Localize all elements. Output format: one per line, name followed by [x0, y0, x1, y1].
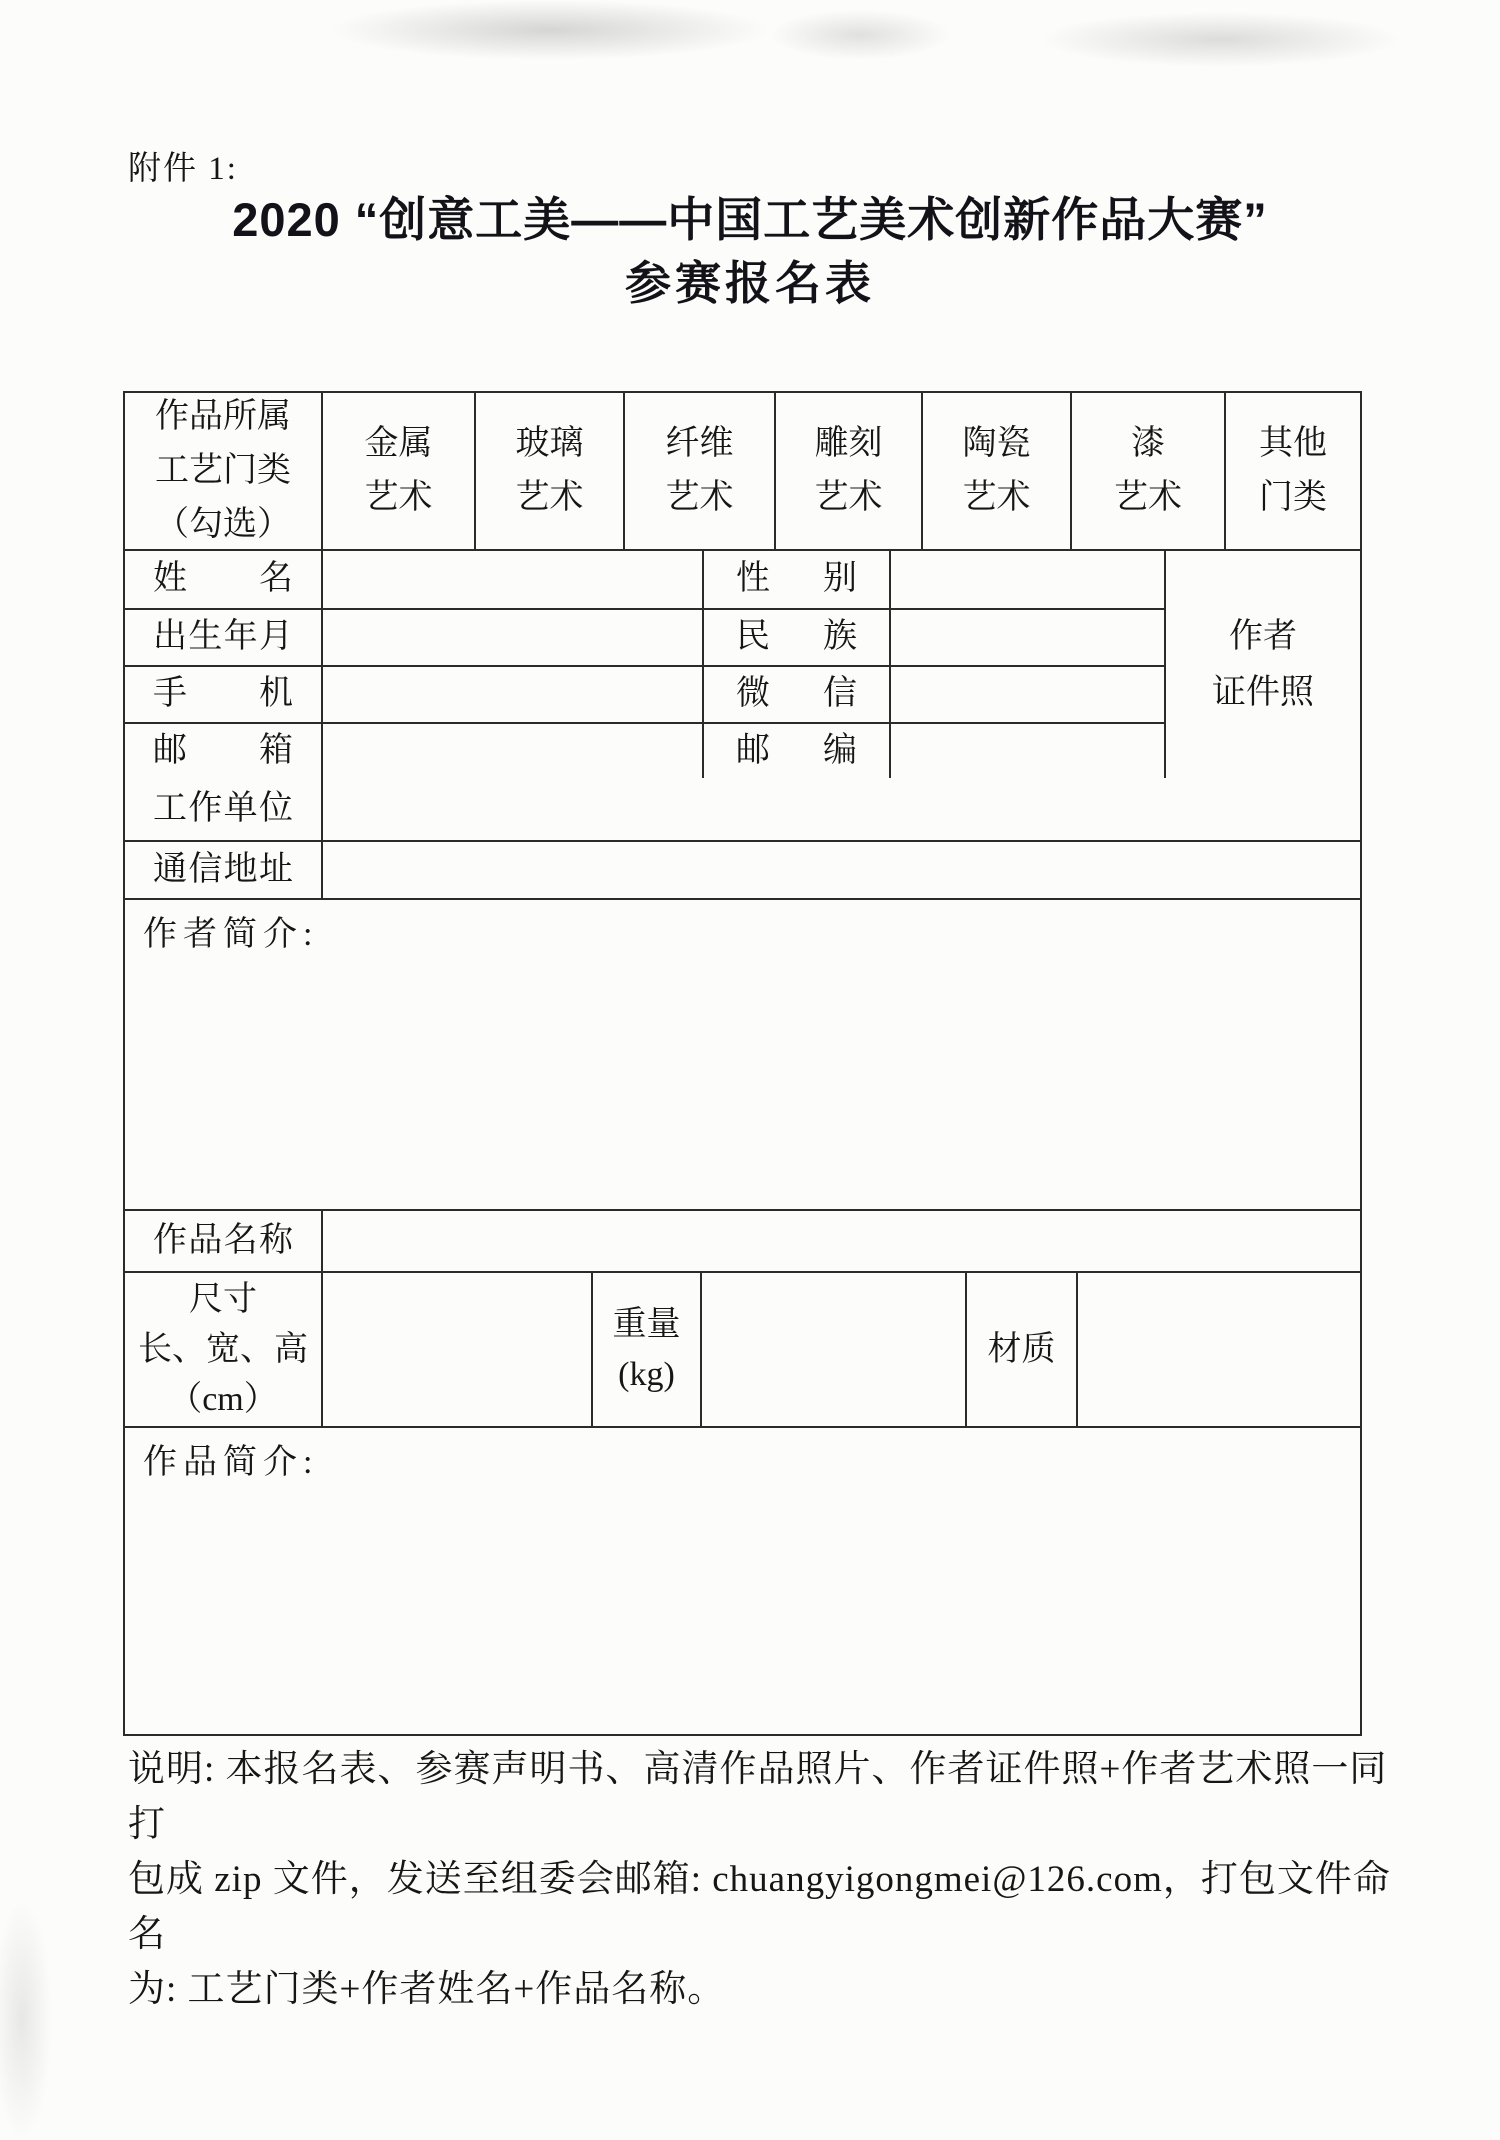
name-field[interactable]	[321, 551, 702, 608]
dimensions-field[interactable]	[321, 1273, 591, 1426]
title-line-1: 2020 “创意工美——中国工艺美术创新作品大赛”	[232, 193, 1268, 246]
gender-label: 性别	[702, 551, 889, 608]
attachment-label: 附件 1:	[128, 151, 238, 187]
table-row-birth-ethnicity	[125, 608, 1164, 665]
category-label-line1: 作品所属	[155, 398, 291, 435]
personal-info-rows	[125, 551, 1164, 778]
table-row-dimensions	[125, 1271, 1360, 1426]
table-row-name-gender	[125, 551, 1164, 608]
author-id-photo-box[interactable]	[1164, 551, 1360, 778]
category-header-label	[125, 393, 321, 549]
weight-label-line1: 重量	[612, 1305, 681, 1343]
material-label: 材质	[965, 1273, 1076, 1426]
email-field[interactable]	[321, 724, 702, 778]
wechat-field[interactable]	[889, 667, 1164, 722]
photo-box-line1: 作者	[1229, 617, 1297, 655]
author-bio-area[interactable]	[125, 898, 1360, 1209]
mobile-label: 手机	[153, 675, 293, 713]
work-title-label: 作品名称	[153, 1221, 293, 1259]
table-row-email-postcode	[125, 722, 1164, 778]
dimensions-label	[125, 1273, 321, 1426]
address-label: 通信地址	[153, 850, 293, 888]
scan-artifact-smudge	[330, 0, 770, 60]
category-option-ceramic-art[interactable]: 陶瓷 艺术	[921, 393, 1070, 549]
weight-label-line2: (kg)	[618, 1355, 675, 1393]
birth-date-label: 出生年月	[153, 618, 293, 656]
gender-field[interactable]	[889, 551, 1164, 608]
employer-label: 工作单位	[153, 789, 293, 827]
email-label: 邮箱	[153, 731, 293, 769]
table-row-address	[125, 840, 1360, 898]
category-option-glass-art[interactable]: 玻璃 艺术	[474, 393, 623, 549]
photo-box-line2: 证件照	[1212, 673, 1314, 711]
postcode-field[interactable]	[889, 724, 1164, 778]
submission-instructions	[128, 1742, 1398, 2017]
dimensions-label-line2: 长、宽、高	[138, 1330, 308, 1368]
weight-label	[591, 1273, 700, 1426]
work-title-field[interactable]	[321, 1211, 1360, 1271]
title-line-2: 参赛报名表	[625, 257, 875, 309]
document-title	[0, 190, 1500, 312]
instructions-line2: 包成 zip 文件，发送至组委会邮箱: chuangyigongmei@126.com，打包文件命名	[128, 1859, 1391, 1955]
weight-field[interactable]	[700, 1273, 965, 1426]
personal-info-block	[125, 549, 1360, 778]
postcode-label: 邮编	[702, 724, 889, 778]
material-field[interactable]	[1076, 1273, 1360, 1426]
address-field[interactable]	[321, 842, 1360, 898]
ethnicity-field[interactable]	[889, 610, 1164, 665]
instructions-line3: 为: 工艺门类+作者姓名+作品名称。	[128, 1969, 726, 2010]
category-row	[125, 393, 1360, 549]
employer-field[interactable]	[321, 778, 1360, 840]
work-intro-area[interactable]	[125, 1426, 1360, 1734]
category-option-metal-art[interactable]: 金属 艺术	[321, 393, 474, 549]
table-row-employer	[125, 778, 1360, 840]
author-bio-label: 作者简介:	[143, 916, 319, 953]
table-row-mobile-wechat	[125, 665, 1164, 722]
work-intro-label: 作品简介:	[143, 1444, 319, 1481]
scan-artifact-smudge	[0, 1900, 52, 2140]
ethnicity-label: 民族	[702, 610, 889, 665]
category-label-line2: 工艺门类	[155, 452, 291, 489]
name-label: 姓名	[153, 560, 293, 598]
entry-form-table	[123, 391, 1362, 1736]
wechat-label: 微信	[702, 667, 889, 722]
birth-date-field[interactable]	[321, 610, 702, 665]
dimensions-label-line1: 尺寸	[189, 1280, 257, 1318]
category-label-line3: （勾选）	[155, 506, 291, 543]
instructions-line1: 说明: 本报名表、参赛声明书、高清作品照片、作者证件照+作者艺术照一同打	[128, 1749, 1388, 1845]
category-option-fiber-art[interactable]: 纤维 艺术	[623, 393, 774, 549]
category-option-lacquer-art[interactable]: 漆 艺术	[1070, 393, 1224, 549]
mobile-field[interactable]	[321, 667, 702, 722]
table-row-work-title	[125, 1209, 1360, 1271]
scan-artifact-smudge	[770, 10, 950, 60]
category-option-other[interactable]: 其他 门类	[1224, 393, 1360, 549]
category-option-carving-art[interactable]: 雕刻 艺术	[774, 393, 921, 549]
scan-artifact-smudge	[1040, 12, 1400, 67]
dimensions-label-line3: （cm）	[168, 1380, 278, 1418]
